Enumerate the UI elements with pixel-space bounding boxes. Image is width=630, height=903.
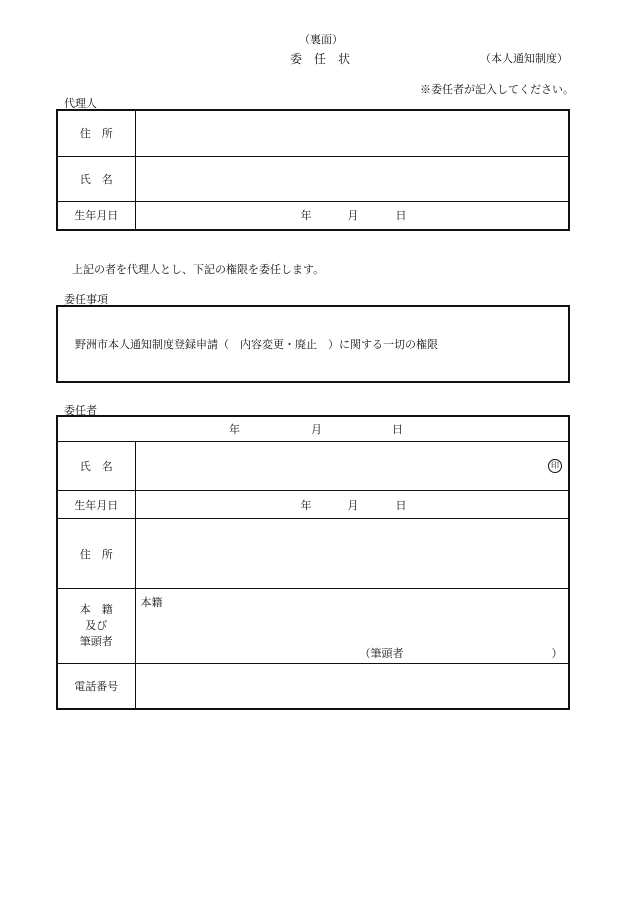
delegation-content: 野洲市本人通知制度登録申請（ 内容変更・廃止 ）に関する一切の権限: [57, 306, 569, 382]
delegation-section-label: 委任事項: [64, 293, 108, 306]
agent-day-label: 日: [395, 209, 407, 222]
principal-date-month: 月: [311, 423, 322, 436]
head-of-household-close: ）: [551, 647, 563, 660]
system-name: （本人通知制度）: [480, 52, 568, 65]
honseki-label: [57, 589, 135, 664]
phone-field[interactable]: [135, 664, 569, 709]
principal-birth-label: 生年月日: [57, 491, 135, 519]
delegation-statement: 上記の者を代理人とし、下記の権限を委任します。: [72, 263, 325, 276]
principal-birth-field[interactable]: [135, 491, 569, 519]
principal-section-label: 委任者: [64, 404, 97, 417]
principal-name-field[interactable]: [135, 442, 569, 491]
honseki-field[interactable]: [135, 589, 569, 664]
principal-address-field[interactable]: [135, 519, 569, 589]
agent-birth-label: 生年月日: [57, 201, 135, 230]
principal-address-label: 住 所: [57, 519, 135, 589]
agent-birth-field[interactable]: [135, 201, 569, 230]
honseki-label-line3: 筆頭者: [79, 635, 113, 648]
agent-month-label: 月: [347, 209, 359, 222]
principal-date-row[interactable]: [57, 416, 569, 442]
instruction-note: ※委任者が記入してください。: [420, 83, 574, 96]
principal-table: [56, 415, 570, 710]
principal-date-day: 日: [392, 423, 403, 436]
seal-mark: 印: [548, 459, 562, 473]
honseki-label-line1: 本 籍: [79, 603, 113, 616]
principal-birth-year: 年: [300, 498, 312, 512]
principal-date-year: 年: [229, 423, 240, 436]
agent-name-field[interactable]: [135, 156, 569, 201]
honseki-label-line2: 及び: [85, 619, 108, 632]
document-title: 委 任 状: [290, 52, 351, 66]
back-side-label: （裏面）: [299, 33, 343, 46]
phone-label: 電話番号: [57, 664, 135, 709]
agent-year-label: 年: [300, 209, 312, 222]
principal-birth-month: 月: [347, 498, 359, 512]
principal-birth-day: 日: [395, 498, 407, 512]
agent-table: [56, 109, 570, 231]
principal-name-label: 氏 名: [57, 442, 135, 491]
head-of-household-label: （筆頭者: [359, 647, 404, 660]
delegation-table: [56, 305, 570, 383]
agent-name-label: 氏 名: [57, 156, 135, 201]
honseki-inline-label: 本籍: [140, 596, 163, 609]
agent-address-field[interactable]: [135, 110, 569, 156]
agent-address-label: 住 所: [57, 110, 135, 156]
agent-section-label: 代理人: [64, 97, 97, 110]
